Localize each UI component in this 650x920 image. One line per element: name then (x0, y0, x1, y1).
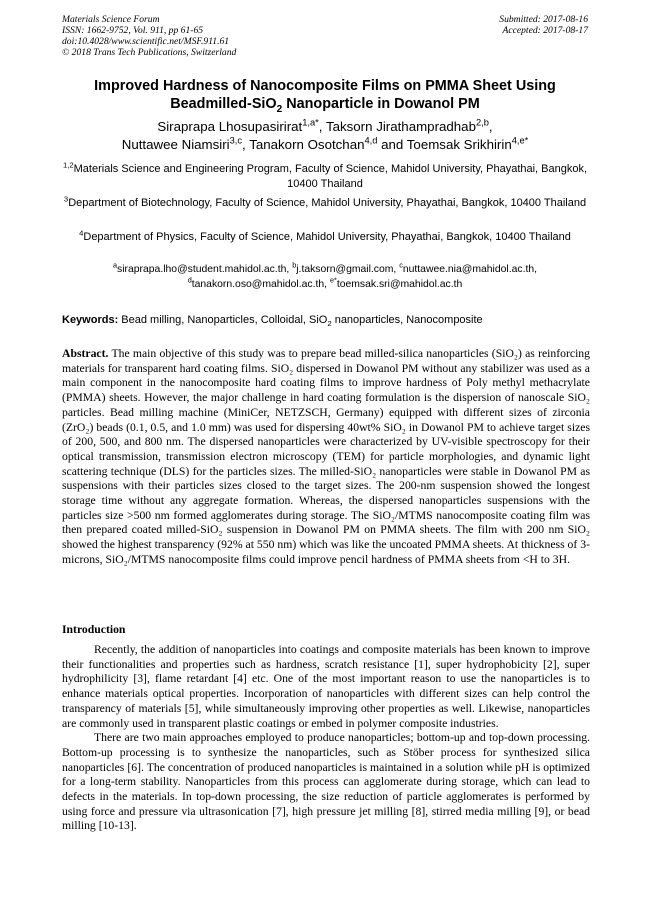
keywords-subscript: 2 (327, 319, 332, 329)
email-sup: e* (329, 275, 337, 285)
email[interactable] (292, 260, 394, 275)
affiliation (60, 230, 590, 245)
email-address: nuttawee.nia@mahidol.ac.th (402, 264, 535, 275)
affiliation-text: Department of Physics, Faculty of Science, Mahidol University, Phayathai, Bangkok, 10400 Thailand (83, 231, 571, 243)
author-name: Toemsak Srikhirin (406, 137, 512, 152)
email[interactable] (112, 260, 287, 275)
title-line-2 (50, 95, 600, 113)
affiliation-sup: 3 (63, 194, 69, 204)
email-sup: d (187, 275, 192, 285)
author (249, 137, 407, 152)
author-sup: 3,c (229, 135, 243, 146)
introduction-body (62, 643, 590, 834)
email-sup: c (399, 260, 403, 270)
email-address: siraprapa.lho@student.mahidol.ac.th (117, 264, 287, 275)
affiliation-sup: 1,2 (62, 160, 74, 170)
email-sup: b (292, 260, 297, 270)
keywords-label: Keywords: (62, 314, 119, 326)
author (157, 119, 326, 134)
accepted-date: Accepted: 2017-08-17 (502, 25, 588, 36)
journal-name: Materials Science Forum (62, 14, 160, 25)
author-sep: and (377, 137, 407, 152)
journal-header (62, 14, 236, 58)
email-sep: , (393, 264, 400, 275)
email-address: toemsak.sri@mahidol.ac.th (336, 278, 463, 290)
author-sup: 2,b (475, 117, 489, 128)
author-sup: 4,e* (511, 135, 529, 146)
author-name: Siraprapa Lhosupasirirat (157, 119, 303, 134)
keywords-text: Bead milling, Nanoparticles, Colloidal, SiO (118, 314, 328, 326)
affiliation-text: Materials Science and Engineering Program, Faculty of Science, Mahidol University, Phayathai, Bangkok, 10400 Thailand (73, 163, 588, 190)
author-sep: , (318, 119, 326, 134)
paragraph: Recently, the addition of nanoparticles into coatings and composite materials has been known to improve their functionalities and properties such as hardness, scratch resistance [1], super hydrophobicity [2], super hydrophilicity [3], flame retardant [4] etc. One of the most important reason to use the nanoparticles is to enhance materials optical properties. Incorporation of nanoparticles with different sizes can help control the transparency of materials [5], while simultaneously improving other properties as well. Likewise, nanoparticles are commonly used in transparent plastic coatings or embed in polymer composite industries. (62, 643, 590, 730)
title-subscript: 2 (276, 103, 283, 115)
abstract-label: Abstract. (62, 347, 109, 360)
email-sep: , (534, 264, 538, 275)
author-sup: 1,a* (302, 117, 319, 128)
title-line-1: Improved Hardness of Nanocomposite Films on PMMA Sheet Using (94, 78, 556, 94)
author-name: Taksorn Jirathampradhab (325, 119, 476, 134)
affiliation-text: Department of Biotechnology, Faculty of Science, Mahidol University, Phayathai, Bangkok, 10400 Thailand (68, 197, 587, 209)
affiliation (60, 196, 590, 211)
abstract-text: The main objective of this study was to prepare bead milled-silica nanoparticles (SiO₂) as reinforcing materials for transparent hard coating films. SiO₂ dispersed in Dowanol PM without any stabilizer was used as a main component in the nanocomposite hard coating films to improve hardness of Poly methyl methacrylate (PMMA) sheets. However, the major challenge in hard coating formulation is the dispersion of nanoscale SiO₂ particles. Bead milling machine (MiniCer, NETZSCH, Germany) equipped with different sizes of zirconia (ZrO₂) beads (0.1, 0.5, and 1.0 mm) was used for dispersing 40wt% SiO₂ in Dowanol PM to achieve target sizes of 200, 500, and 800 nm. The dispersed nanoparticles were characterized by UV-visible spectroscopy for their optical transmission, transmission electron microscopy (TEM) for particle morphologies, and dynamic light scattering technique (DLS) for the particles sizes. The milled-SiO₂ nanoparticles were stable in Dowanol PM as suspensions with their particles sizes closed to the target sizes. The 200-nm suspension showed the longest storage time without any aggregate formation. Whereas, the dispersed nanoparticles suspensions with the particles size >500 nm formed agglomerates during storage. The SiO₂/MTMS nanocomposite coating film was then prepared coated milled-SiO₂ suspension in Dowanol PM on PMMA sheets. The film with 200 nm SiO₂ showed the highest transparency (92% at 550 nm) which was like the uncoated PMMA sheets. At thickness of 3-microns, SiO₂/MTMS nanocomposite films could improve pencil hardness of PMMA sheets from <H to 3H. (62, 347, 590, 566)
paper-title (50, 77, 600, 113)
author-sup: 4,d (364, 135, 378, 146)
dates-header (499, 14, 588, 36)
email-sep: , (324, 278, 330, 290)
email[interactable] (399, 260, 535, 275)
email[interactable] (187, 275, 325, 290)
author-sep: , (242, 137, 250, 152)
email-list (60, 260, 590, 292)
section-heading: Introduction (62, 623, 126, 636)
copyright-line: © 2018 Trans Tech Publications, Switzerland (62, 47, 237, 58)
author-name: Nuttawee Niamsiri (121, 137, 230, 152)
author-list (50, 118, 600, 154)
affiliation (60, 162, 590, 192)
paragraph: There are two main approaches employed to produce nanoparticles; bottom-up and top-down processing. Bottom-up processing is to synthesize the nanoparticles, such as Stöber process for synthesized silica nanoparticles [6]. The concentration of produced nanoparticles is maintained in a solution while pH is optimized for a long-term stability. Nanoparticles from this process can agglomerate during storage, which can lead to defects in the materials. In top-down processing, the size reduction of particle agglomerates is performed by using force and pressure via ultrasonication [7], high pressure jet milling [8], stirred media milling [9], or bead milling [10-13]. (62, 731, 590, 833)
author (326, 119, 493, 134)
author (122, 137, 249, 152)
abstract (62, 347, 590, 568)
author (407, 137, 528, 152)
doi-line: doi:10.4028/www.scientific.net/MSF.911.61 (62, 36, 230, 47)
email-sep: , (286, 264, 293, 275)
email[interactable] (329, 275, 463, 290)
keywords (62, 313, 592, 327)
email-address: j.taksorn@gmail.com (296, 264, 394, 275)
submitted-date: Submitted: 2017-08-16 (499, 14, 588, 25)
title-line-2-end: Nanoparticle in Dowanol PM (282, 96, 480, 112)
email-sup: a (112, 260, 118, 270)
affiliation-sup: 4 (79, 228, 84, 238)
email-address: tanakorn.oso@mahidol.ac.th (191, 278, 325, 290)
author-name: Tanakorn Osotchan (249, 137, 365, 152)
keywords-text-end: nanoparticles, Nanocomposite (331, 314, 483, 326)
issn-line: ISSN: 1662-9752, Vol. 911, pp 61-65 (62, 25, 204, 36)
title-line-2-start: Beadmilled-SiO (170, 96, 277, 112)
author-sep: , (488, 119, 493, 134)
